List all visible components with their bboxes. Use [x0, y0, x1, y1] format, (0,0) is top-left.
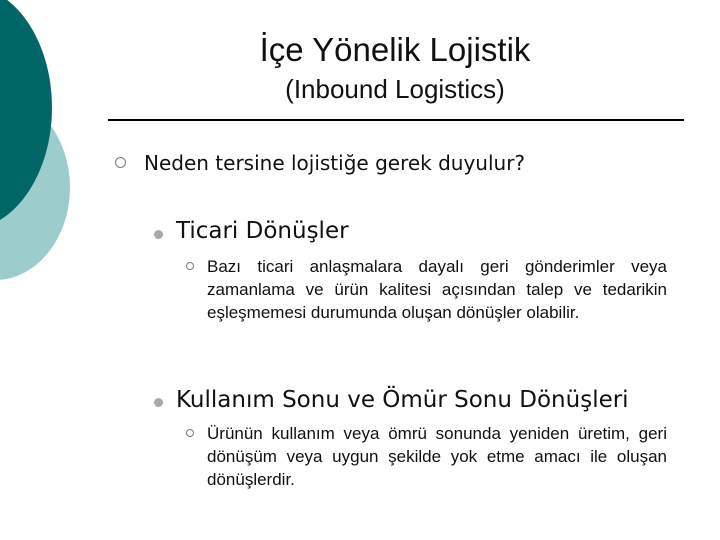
section-detail-end-of-life-returns: Ürünün kullanım veya ömrü sonunda yeniden üretim, geri dönüşüm veya uygun şekilde yok etme amacı ile oluşan dönüşlerdir. [207, 424, 667, 489]
title-underline [108, 119, 684, 121]
filled-dot-bullet-icon [154, 230, 163, 239]
filled-dot-bullet-icon [154, 398, 163, 407]
slide-subtitle: (Inbound Logistics) [285, 74, 505, 104]
section-detail-commercial-returns: Bazı ticari anlaşmalara dayalı geri gönderimler veya zamanlama ve ürün kalitesi açısından talep ve tedarikin eşleşmemesi durumunda oluşan dönüşler olabilir. [207, 257, 667, 322]
open-circle-bullet-icon [115, 157, 126, 168]
question-text: Neden tersine lojistiğe gerek duyulur? [144, 151, 526, 175]
section-heading-commercial-returns: Ticari Dönüşler [176, 218, 349, 244]
open-circle-bullet-icon [186, 429, 194, 437]
slide-title: İçe Yönelik Lojistik [259, 31, 531, 68]
open-circle-bullet-icon [186, 262, 194, 270]
section-heading-end-of-life-returns: Kullanım Sonu ve Ömür Sonu Dönüşleri [176, 387, 629, 413]
